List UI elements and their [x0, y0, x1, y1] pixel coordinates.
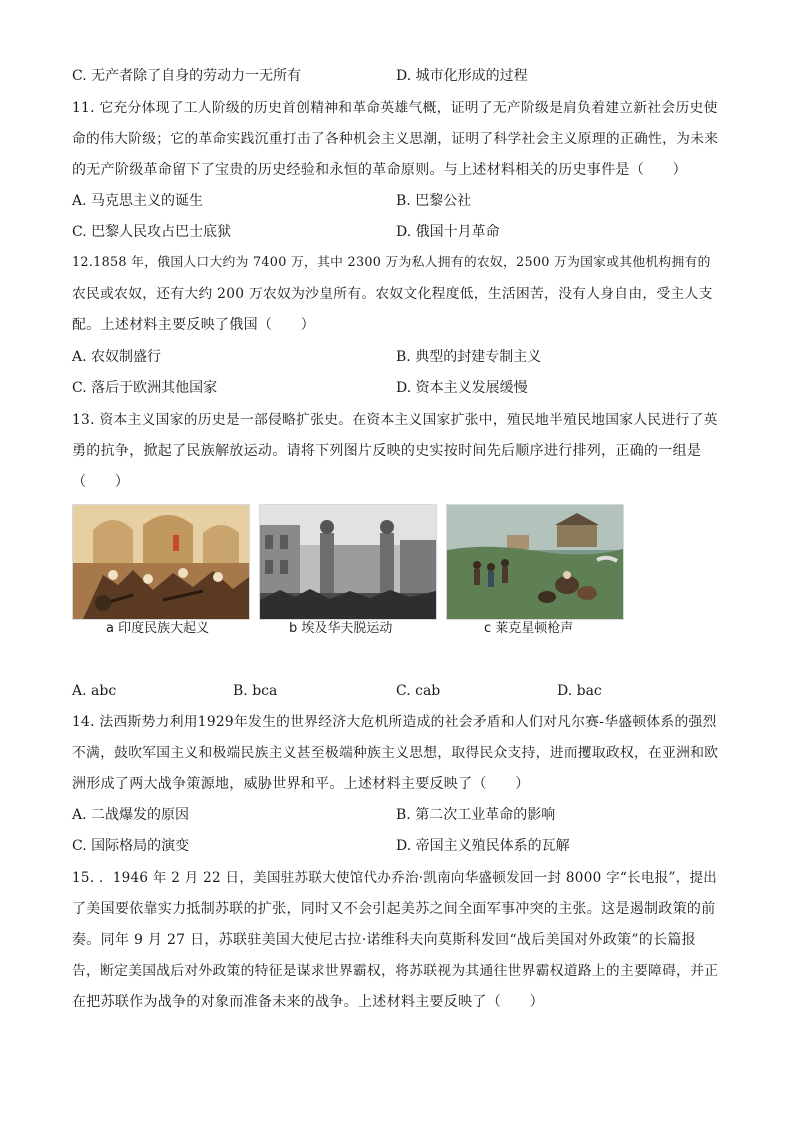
- q14-option-b: B. 第二次工业革命的影响: [396, 807, 556, 823]
- q15-line-4: 告，断定美国战后对外政策的特征是谋求世界霸权，将苏联视为其通往世界霸权道路上的主要障碍，并正: [72, 963, 719, 979]
- caption-a: a 印度民族大起义: [106, 621, 210, 636]
- q15-line-1: 15. ．1946 年 2 月 22 日，美国驻苏联大使馆代办乔治·凯南向华盛顿发回一封 8000 字“长电报”，提出: [72, 870, 718, 886]
- q14-option-c: C. 国际格局的演变: [72, 838, 190, 854]
- q11-option-b: B. 巴黎公社: [396, 193, 472, 209]
- q15-line-3: 奏。同年 9 月 27 日，苏联驻美国大使尼古拉·诺维科夫向莫斯科发回“战后美国对外政策”的长篇报: [72, 932, 696, 948]
- q13-line-3: （ ）: [72, 474, 130, 490]
- q12-line-2: 农民或农奴，还有大约 200 万农奴为沙皇所有。农奴文化程度低，生活困苦，没有人身自由，受主人支: [72, 286, 713, 302]
- prev-option-c: C. 无产者除了自身的劳动力一无所有: [72, 68, 302, 84]
- q14-option-a: A. 二战爆发的原因: [72, 807, 190, 823]
- q14-line-1: 14. 法西斯势力利用1929年发生的世界经济大危机所造成的社会矛盾和人们对凡尔赛-华盛顿体系的强烈: [72, 714, 717, 730]
- q11-line-1: 11. 它充分体现了工人阶级的历史首创精神和革命英雄气概，证明了无产阶级是肩负着建立新社会历史使: [72, 100, 718, 116]
- q12-line-3: 配。上述材料主要反映了俄国（ ）: [72, 317, 316, 333]
- image-indian-uprising: [72, 504, 250, 620]
- q14-option-d: D. 帝国主义殖民体系的瓦解: [396, 838, 570, 854]
- caption-b: b 埃及华夫脱运动: [289, 621, 393, 636]
- q11-option-d: D. 俄国十月革命: [396, 224, 500, 240]
- q13-line-2: 勇的抗争，掀起了民族解放运动。请将下列图片反映的史实按时间先后顺序进行排列，正确的一组是: [72, 443, 702, 459]
- q13-option-b: B. bca: [233, 683, 278, 699]
- q12-option-b: B. 典型的封建专制主义: [396, 349, 542, 365]
- q12-line-1: 12.1858 年，俄国人口大约为 7400 万，其中 2300 万为私人拥有的农奴，2500 万为国家或其他机构拥有的: [72, 255, 711, 270]
- caption-c: c 莱克星顿枪声: [484, 621, 574, 636]
- q13-option-a: A. abc: [72, 683, 117, 699]
- q13-line-1: 13. 资本主义国家的历史是一部侵略扩张史。在资本主义国家扩张中，殖民地半殖民地国家人民进行了英: [72, 412, 718, 428]
- q11-option-c: C. 巴黎人民攻占巴士底狱: [72, 224, 232, 240]
- q11-line-3: 的无产阶级革命留下了宝贵的历史经验和永恒的革命原则。与上述材料相关的历史事件是（ ）: [72, 162, 687, 178]
- q12-option-c: C. 落后于欧洲其他国家: [72, 380, 218, 396]
- q12-option-d: D. 资本主义发展缓慢: [396, 380, 528, 396]
- image-egypt-wafd: [259, 504, 437, 620]
- q12-option-a: A. 农奴制盛行: [72, 349, 162, 365]
- q15-line-2: 了美国要依靠实力抵制苏联的扩张，同时又不会引起美苏之间全面军事冲突的主张。这是遏制政策的前: [72, 901, 716, 917]
- q11-option-a: A. 马克思主义的诞生: [72, 193, 204, 209]
- prev-option-d: D. 城市化形成的过程: [396, 68, 528, 84]
- q14-line-3: 洲形成了两大战争策源地，威胁世界和平。上述材料主要反映了（ ）: [72, 776, 530, 792]
- image-lexington: [446, 504, 624, 620]
- q13-option-c: C. cab: [396, 683, 441, 699]
- q13-option-d: D. bac: [557, 683, 602, 699]
- q15-line-5: 在把苏联作为战争的对象而准备未来的战争。上述材料主要反映了（ ）: [72, 994, 544, 1010]
- q11-line-2: 命的伟大阶级；它的革命实践沉重打击了各种机会主义思潮，证明了科学社会主义原理的正确性，为未来: [72, 131, 719, 147]
- q14-line-2: 不满，鼓吹军国主义和极端民族主义甚至极端种族主义思想，取得民众支持，进而攫取政权，在亚洲和欧: [72, 745, 719, 761]
